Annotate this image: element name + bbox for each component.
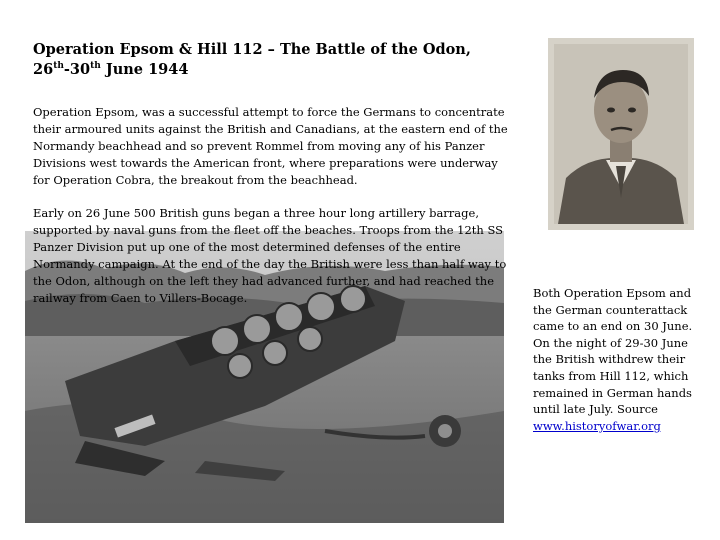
title-sup1: th (53, 61, 64, 72)
title-line1: Operation Epsom & Hill 112 – The Battle of the Odon, (33, 41, 471, 58)
side-note-text1: Both Operation Epsom and the German counterattack came to an end on 30 June. (533, 286, 693, 334)
title-day1: 26 (33, 61, 54, 78)
title-separator: -30 (63, 61, 91, 78)
battle-paragraph: Early on 26 June 500 British guns began a three hour long artillery barrage, supported by naval guns from the fleet off the beaches. Troops from the 12th SS Panzer Division put up one of the most determined defenses of the entire Normandy campaign. At the end of the day the British were less than half way to the Odon, although on the left they had advanced further, and had reached the railway from Caen to Villers-Bocage. (33, 206, 507, 305)
side-note-text2: On the night of 29-30 June the British withdrew their tanks from Hill 112, which remained in German hands until late July. Source (533, 335, 692, 417)
intro-paragraph: Operation Epsom, was a successful attempt to force the Germans to concentrate their armoured units against the British and Canadians, at the eastern end of the Normandy beachhead and so prevent Rommel from moving any of his Panzer Divisions west towards the American front, where preparations were underway for Operation Cobra, the breakout from the beachhead. (33, 105, 508, 187)
title-rest: June 1944 (100, 61, 189, 78)
side-note (533, 285, 703, 434)
slide-title (33, 40, 513, 80)
title-sup2: th (90, 61, 101, 72)
officer-portrait-photo (548, 38, 694, 230)
source-link[interactable]: www.historyofwar.org (533, 418, 661, 433)
